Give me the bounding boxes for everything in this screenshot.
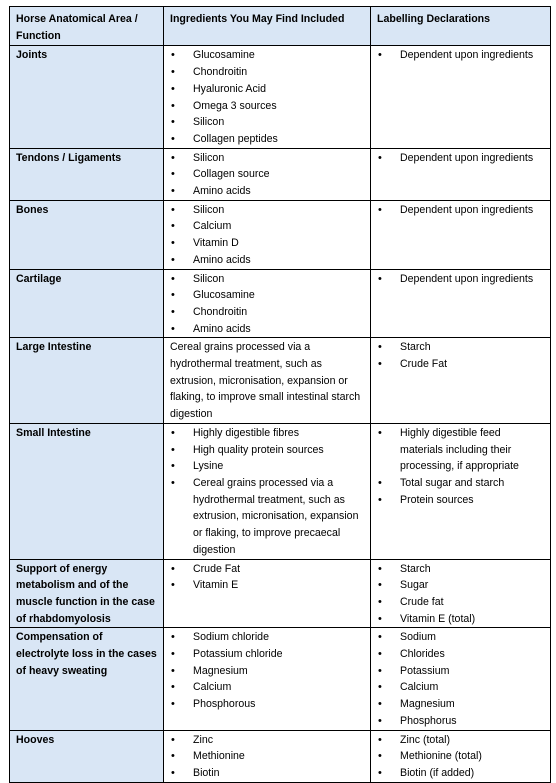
ingredients-list: [170, 425, 364, 559]
list-item: • Methionine (total): [377, 748, 544, 765]
list-item: • Chondroitin: [170, 304, 364, 321]
area-cell: Large Intestine: [10, 338, 164, 424]
list-item: • Chlorides: [377, 646, 544, 663]
ingredients-cell: [164, 200, 371, 269]
ingredients-cell: [164, 628, 371, 730]
header-declarations: Labelling Declarations: [371, 7, 551, 46]
declarations-list: [377, 150, 544, 167]
list-item: • High quality protein sources: [170, 442, 364, 459]
declarations-list: [377, 425, 544, 509]
list-item: • Dependent upon ingredients: [377, 202, 544, 219]
table-row: [10, 628, 551, 730]
ingredients-list: [170, 561, 364, 594]
area-cell: Support of energy metabolism and of the muscle function in the case of rhabdomyolosis: [10, 559, 164, 628]
list-item: • Crude fat: [377, 594, 544, 611]
area-cell: Hooves: [10, 730, 164, 782]
table-row: [10, 148, 551, 200]
list-item: • Protein sources: [377, 492, 544, 509]
ingredients-text: Cereal grains processed via a hydrothermal treatment, such as extrusion, micronisation, expansion or flaking, to improve small intestinal starch digestion: [170, 341, 361, 421]
list-item: • Hyaluronic Acid: [170, 81, 364, 98]
ingredients-cell: [164, 338, 371, 424]
declarations-cell: [371, 559, 551, 628]
list-item: • Zinc: [170, 732, 364, 749]
list-item: • Collagen peptides: [170, 131, 364, 148]
table-row: [10, 200, 551, 269]
list-item: • Sugar: [377, 577, 544, 594]
list-item: • Glucosamine: [170, 287, 364, 304]
list-item: • Potassium chloride: [170, 646, 364, 663]
area-cell: Compensation of electrolyte loss in the cases of heavy sweating: [10, 628, 164, 730]
area-cell: Tendons / Ligaments: [10, 148, 164, 200]
ingredients-cell: [164, 730, 371, 782]
list-item: • Potassium: [377, 663, 544, 680]
table-body: [10, 46, 551, 782]
table-row: [10, 338, 551, 424]
list-item: • Silicon: [170, 114, 364, 131]
table-row: [10, 730, 551, 782]
list-item: • Sodium: [377, 629, 544, 646]
list-item: • Magnesium: [377, 696, 544, 713]
table-row: [10, 269, 551, 338]
list-item: • Biotin (if added): [377, 765, 544, 782]
area-cell: Cartilage: [10, 269, 164, 338]
ingredients-cell: [164, 269, 371, 338]
declarations-list: [377, 271, 544, 288]
list-item: • Dependent upon ingredients: [377, 271, 544, 288]
list-item: • Methionine: [170, 748, 364, 765]
declarations-list: [377, 732, 544, 782]
header-ingredients: Ingredients You May Find Included: [164, 7, 371, 46]
list-item: • Dependent upon ingredients: [377, 150, 544, 167]
list-item: • Vitamin D: [170, 235, 364, 252]
table-row: [10, 559, 551, 628]
ingredients-cell: [164, 423, 371, 559]
declarations-cell: [371, 730, 551, 782]
list-item: • Amino acids: [170, 252, 364, 269]
ingredients-list: [170, 732, 364, 782]
ingredients-list: [170, 47, 364, 147]
list-item: • Magnesium: [170, 663, 364, 680]
declarations-cell: [371, 46, 551, 148]
area-cell: Bones: [10, 200, 164, 269]
list-item: • Phosphorus: [377, 713, 544, 730]
list-item: • Vitamin E: [170, 577, 364, 594]
list-item: • Highly digestible feed materials including their processing, if appropriate: [377, 425, 544, 475]
list-item: • Omega 3 sources: [170, 98, 364, 115]
declarations-list: [377, 561, 544, 628]
table-row: [10, 46, 551, 148]
ingredients-list: [170, 150, 364, 200]
list-item: • Dependent upon ingredients: [377, 47, 544, 64]
list-item: • Total sugar and starch: [377, 475, 544, 492]
list-item: • Chondroitin: [170, 64, 364, 81]
ingredients-list: [170, 202, 364, 269]
list-item: • Starch: [377, 339, 544, 356]
list-item: • Crude Fat: [170, 561, 364, 578]
area-cell: Joints: [10, 46, 164, 148]
ingredients-list: [170, 271, 364, 338]
list-item: • Zinc (total): [377, 732, 544, 749]
list-item: • Calcium: [170, 679, 364, 696]
declarations-list: [377, 47, 544, 64]
table-row: [10, 423, 551, 559]
ingredients-cell: [164, 559, 371, 628]
declarations-cell: [371, 200, 551, 269]
supplement-table: [9, 6, 551, 783]
list-item: • Lysine: [170, 458, 364, 475]
ingredients-cell: [164, 148, 371, 200]
ingredients-cell: [164, 46, 371, 148]
header-area: Horse Anatomical Area / Function: [10, 7, 164, 46]
header-row: [10, 7, 551, 46]
list-item: • Cereal grains processed via a hydrothermal treatment, such as extrusion, micronisation, expansion or flaking, to improve precaecal digestion: [170, 475, 364, 559]
list-item: • Phosphorous: [170, 696, 364, 713]
list-item: • Biotin: [170, 765, 364, 782]
declarations-list: [377, 339, 544, 372]
list-item: • Silicon: [170, 202, 364, 219]
list-item: • Calcium: [170, 218, 364, 235]
list-item: • Crude Fat: [377, 356, 544, 373]
ingredients-list: [170, 629, 364, 713]
list-item: • Sodium chloride: [170, 629, 364, 646]
area-cell: Small Intestine: [10, 423, 164, 559]
declarations-list: [377, 202, 544, 219]
list-item: • Highly digestible fibres: [170, 425, 364, 442]
declarations-cell: [371, 628, 551, 730]
table-header: [10, 7, 551, 46]
list-item: • Starch: [377, 561, 544, 578]
declarations-cell: [371, 423, 551, 559]
list-item: • Vitamin E (total): [377, 611, 544, 628]
list-item: • Glucosamine: [170, 47, 364, 64]
list-item: • Silicon: [170, 150, 364, 167]
declarations-cell: [371, 148, 551, 200]
list-item: • Silicon: [170, 271, 364, 288]
list-item: • Amino acids: [170, 321, 364, 338]
list-item: • Collagen source: [170, 166, 364, 183]
declarations-cell: [371, 338, 551, 424]
declarations-cell: [371, 269, 551, 338]
declarations-list: [377, 629, 544, 729]
list-item: • Amino acids: [170, 183, 364, 200]
list-item: • Calcium: [377, 679, 544, 696]
